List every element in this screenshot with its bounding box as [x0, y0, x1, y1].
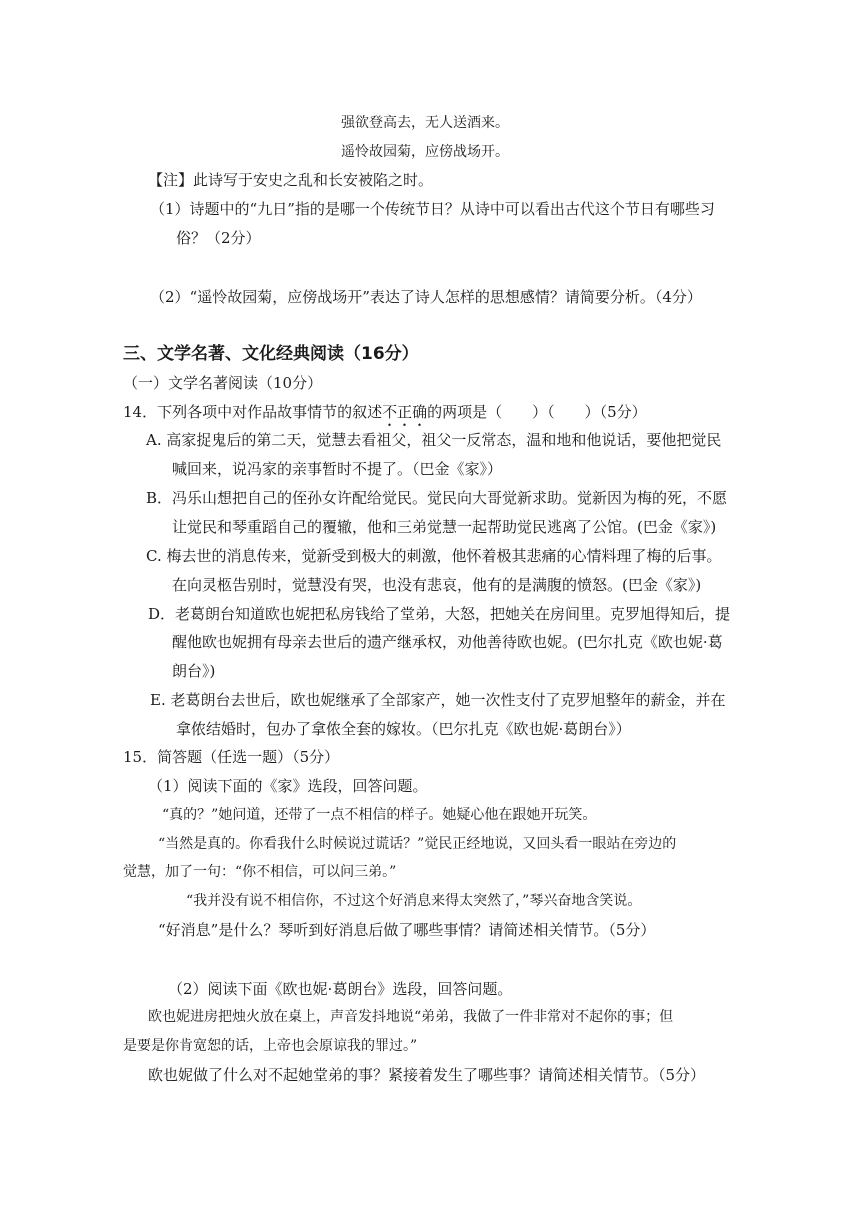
option-a-line-2: 喊回来，说冯家的亲事暂时不提了。（巴金《家》） — [172, 460, 503, 478]
passage-2-line-2: 是要是你肯宽恕的话，上帝也会原谅我的罪过。” — [123, 1038, 418, 1054]
question-13-2: （2）“遥怜故园菊，应傍战场开”表达了诗人怎样的思想感情？请简要分析。（4分） — [150, 288, 702, 306]
question-15-title: 15．简答题（任选一题）（5分） — [123, 748, 340, 766]
section-3-subtitle: （一）文学名著阅读（10分） — [123, 374, 323, 392]
option-d-line-3: 朗台》) — [172, 662, 216, 680]
question-15-1-intro: （1）阅读下面的《家》选段，回答问题。 — [148, 777, 428, 795]
passage-2-line-1: 欧也妮进房把烛火放在桌上，声音发抖地说“弟弟，我做了一件非常对不起你的事；但 — [148, 1009, 674, 1025]
question-15-2-intro: （2）阅读下面《欧也妮·葛朗台》选段，回答问题。 — [168, 980, 513, 998]
question-15-1-prompt: “好消息”是什么？琴听到好消息后做了哪些事情？请简述相关情节。（5分） — [158, 921, 656, 939]
option-c-line-1: C. 梅去世的消息传来，觉新受到极大的刺激，他怀着极其悲痛的心情料理了梅的后事。 — [146, 547, 722, 565]
passage-1-line-2: “当然是真的。你看我什么时候说过谎话？”觉民正经地说，又回头看一眼站在旁边的 — [158, 836, 677, 852]
section-3-title: 三、文学名著、文化经典阅读（16分） — [123, 344, 419, 364]
option-b-line-1: B．冯乐山想把自己的侄孙女许配给觉民。觉民向大哥觉新求助。觉新因为梅的死，不愿 — [146, 489, 728, 507]
passage-1-line-4: “我并没有说不相信你，不过这个好消息来得太突然了，”琴兴奋地含笑说。 — [186, 893, 642, 909]
option-e-line-1: E. 老葛朗台去世后，欧也妮继承了全部家产，她一次性支付了克罗旭整年的薪金，并在 — [150, 691, 726, 709]
option-c-line-2: 在向灵柩告别时，觉慧没有哭，也没有悲哀，他有的是满腹的愤怒。(巴金《家》) — [172, 576, 702, 594]
passage-1-line-3: 觉慧，加了一句：“你不相信，可以问三弟。” — [123, 864, 397, 880]
poem-line-1: 强欲登高去，无人送酒来。 — [341, 115, 509, 131]
question-14-stem-pre: 14．下列各项中对作品故事情节的叙述 — [123, 403, 383, 421]
question-14-stem-post: 的两项是（ ）（ ）（5分） — [427, 403, 647, 421]
question-13-1-line-2: 俗？（2分） — [176, 229, 261, 247]
question-15-2-prompt: 欧也妮做了什么对不起她堂弟的事？紧接着发生了哪些事？请简述相关情节。（5分） — [148, 1066, 706, 1084]
question-14-emphasis: 不正确 — [382, 403, 428, 421]
option-d-line-2: 醒他欧也妮拥有母亲去世后的遗产继承权，劝他善待欧也妮。(巴尔扎克《欧也妮·葛 — [172, 633, 723, 651]
passage-1-line-1: “真的？”她问道，还带了一点不相信的样子。她疑心他在跟她开玩笑。 — [162, 807, 597, 823]
option-e-line-2: 拿侬结婚时，包办了拿侬全套的嫁妆。（巴尔扎克《欧也妮·葛朗台》） — [176, 720, 631, 738]
option-a-line-1: A. 高家捉鬼后的第二天，觉慧去看祖父，祖父一反常态，温和地和他说话，要他把觉民 — [146, 431, 722, 449]
question-14-stem — [123, 402, 647, 430]
question-13-1-line-1: （1）诗题中的“九日”指的是哪一个传统节日？从诗中可以看出古代这个节日有哪些习 — [150, 200, 715, 218]
option-b-line-2: 让觉民和琴重蹈自己的覆辙，他和三弟觉慧一起帮助觉民逃离了公馆。(巴金《家》) — [172, 518, 717, 536]
poem-note: 【注】此诗写于安史之乱和长安被陷之时。 — [148, 171, 434, 189]
option-d-line-1: D．老葛朗台知道欧也妮把私房钱给了堂弟，大怒，把她关在房间里。克罗旭得知后，提 — [148, 605, 731, 623]
poem-line-2: 遥怜故园菊，应傍战场开。 — [341, 144, 509, 160]
